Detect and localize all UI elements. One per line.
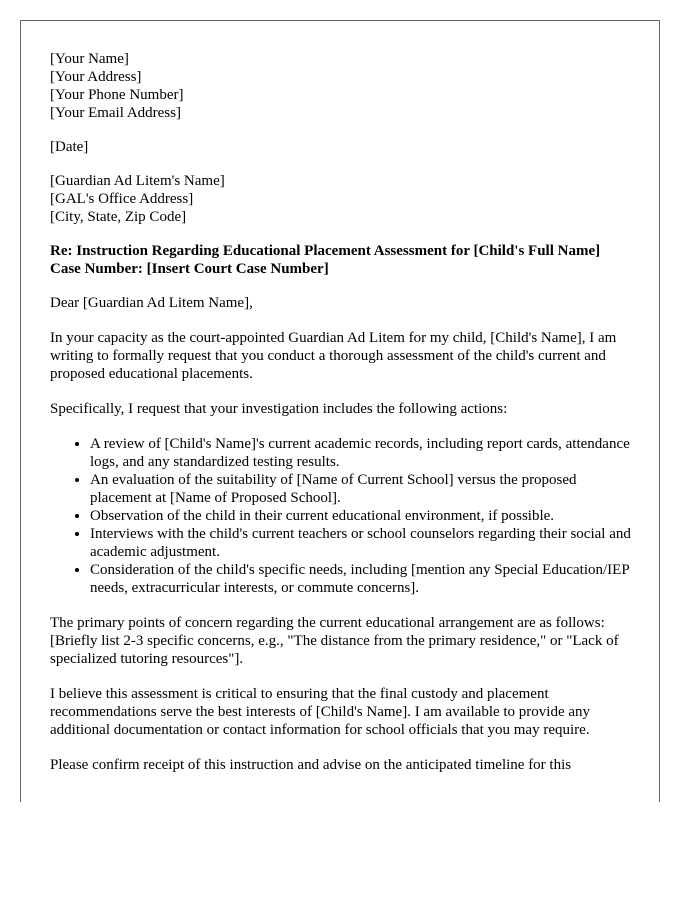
sender-address: [Your Address]	[50, 69, 142, 85]
subject-block	[50, 242, 640, 278]
list-item: • An evaluation of the suitability of [Name of Current School] versus the proposed placement at [Name of Proposed School].	[90, 471, 640, 507]
list-item: • A review of [Child's Name]'s current academic records, including report cards, attendance logs, and any standardized testing results.	[90, 435, 640, 471]
list-item: • Consideration of the child's specific needs, including [mention any Special Education/IEP needs, extracurricular interests, or commute concerns].	[90, 561, 640, 597]
list-item: • Interviews with the child's current teachers or school counselors regarding their social and academic adjustment.	[90, 525, 640, 561]
belief-paragraph: I believe this assessment is critical to ensuring that the final custody and placement recommendations serve the best interests of [Child's Name]. I am available to provide any additional documentation or contact information for school officials that you may require.	[50, 686, 591, 738]
sender-name: [Your Name]	[50, 51, 129, 67]
recipient-name: [Guardian Ad Litem's Name]	[50, 173, 225, 189]
sender-block	[50, 50, 640, 122]
case-number-line: Case Number: [Insert Court Case Number]	[50, 261, 329, 277]
actions-list	[50, 435, 640, 597]
recipient-city-state-zip: [City, State, Zip Code]	[50, 209, 187, 225]
intro-paragraph: In your capacity as the court-appointed Guardian Ad Litem for my child, [Child's Name], I am writing to formally request that you conduct a thorough assessment of the child's current and proposed educational placements.	[50, 330, 617, 382]
concerns-paragraph	[50, 614, 640, 668]
recipient-office: [GAL's Office Address]	[50, 191, 194, 207]
recipient-block	[50, 172, 640, 226]
sender-email: [Your Email Address]	[50, 105, 181, 121]
letter-date: [Date]	[50, 139, 89, 155]
closing-request-paragraph: Please confirm receipt of this instruction and advise on the anticipated timeline for this	[50, 757, 572, 773]
request-lead-paragraph: Specifically, I request that your investigation includes the following actions:	[50, 401, 508, 417]
concerns-detail: [Briefly list 2-3 specific concerns, e.g., "The distance from the primary residence," or "Lack of specialized tutoring resources"].	[50, 633, 619, 667]
salutation: Dear [Guardian Ad Litem Name],	[50, 295, 253, 311]
letter-page	[20, 20, 660, 802]
date-block	[50, 138, 640, 156]
letter-content	[50, 50, 640, 791]
list-item: • Observation of the child in their current educational environment, if possible.	[90, 507, 640, 525]
subject-line: Re: Instruction Regarding Educational Placement Assessment for [Child's Full Name]	[50, 243, 601, 259]
concerns-lead: The primary points of concern regarding the current educational arrangement are as follows:	[50, 615, 605, 631]
sender-phone: [Your Phone Number]	[50, 87, 184, 103]
